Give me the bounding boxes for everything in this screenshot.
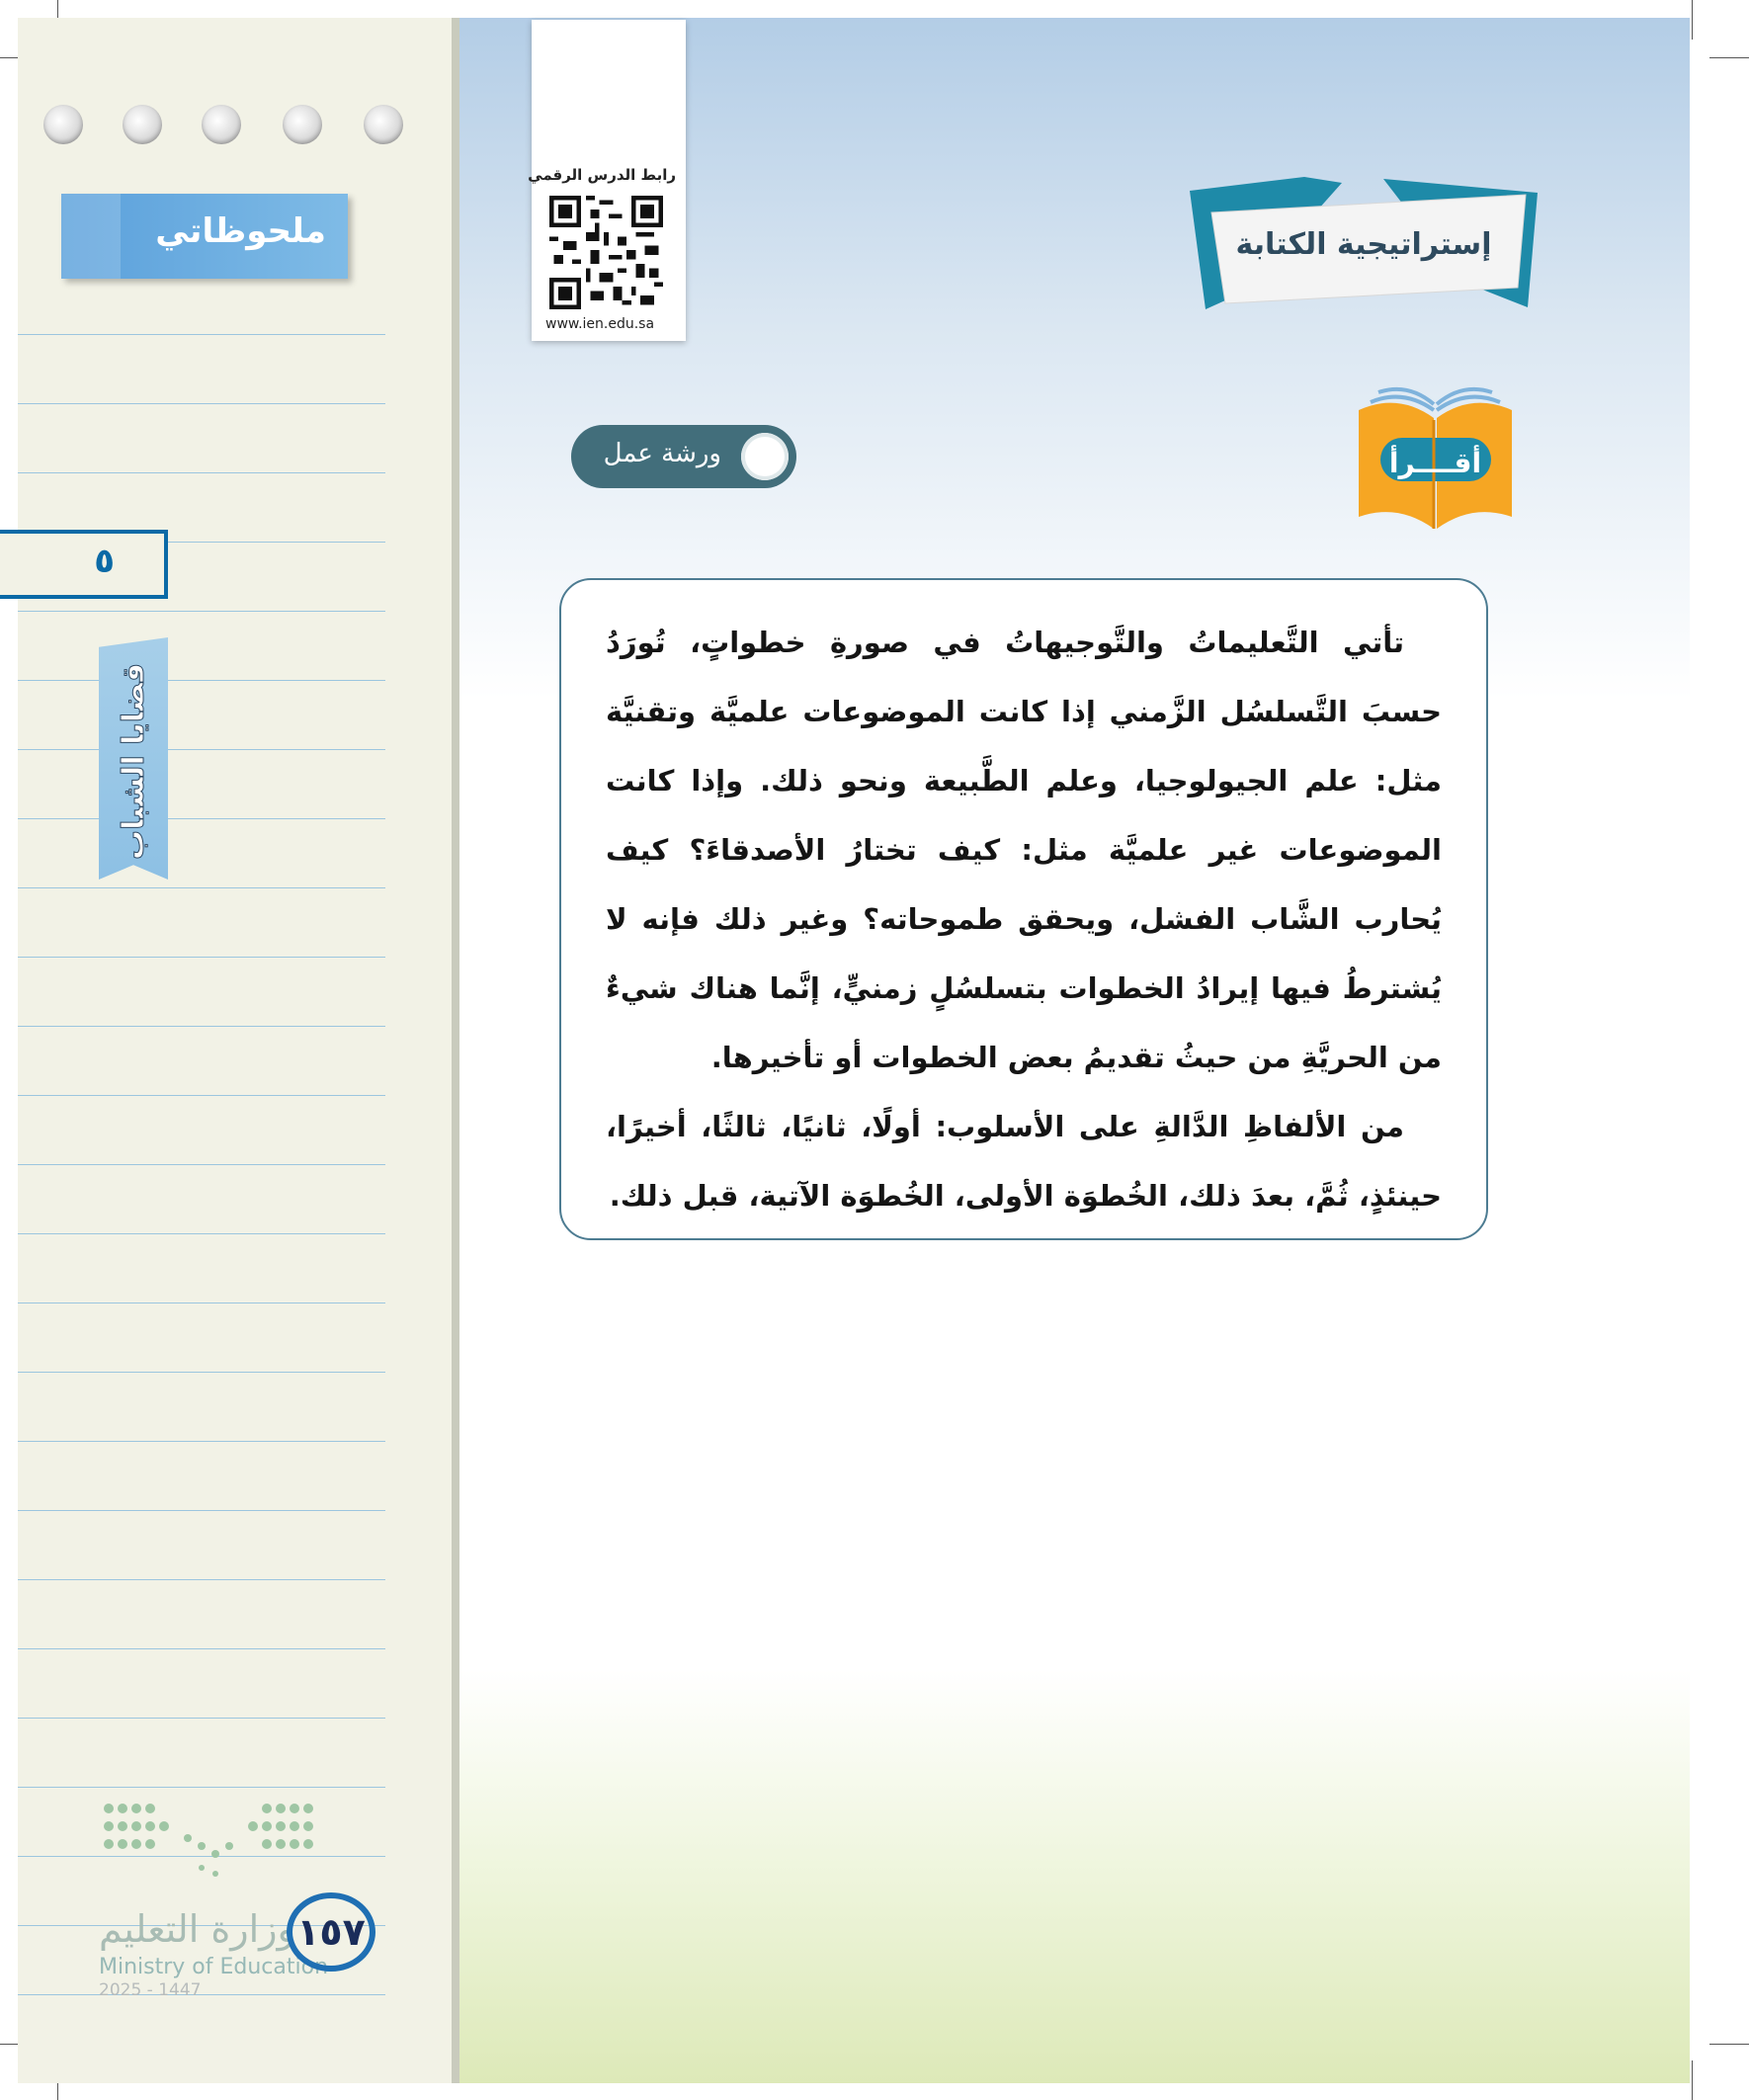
content-box [559, 578, 1488, 1240]
notes-tab-strip [61, 194, 121, 279]
workshop-knob-icon [741, 433, 789, 480]
notes-line [18, 1579, 385, 1580]
page-number-badge [287, 1892, 375, 1972]
notes-line [18, 1718, 385, 1719]
qr-card[interactable] [528, 20, 686, 341]
notes-line [18, 403, 385, 404]
binder-ring [43, 105, 83, 144]
notes-line [18, 887, 385, 888]
ministry-name-arabic: وزارة التعليم [99, 1907, 295, 1951]
notes-line [18, 818, 385, 819]
binder-ring [202, 105, 241, 144]
read-label: أقــــرأ [1388, 447, 1482, 479]
notes-line [18, 1787, 385, 1788]
notes-line [18, 1302, 385, 1303]
notes-line [18, 957, 385, 958]
notes-header-tab [61, 194, 348, 279]
crop-mark [1709, 57, 1749, 58]
notes-panel [18, 18, 459, 2083]
notes-line [18, 1994, 385, 1995]
ministry-logo-icon [99, 1799, 316, 1888]
binder-ring [123, 105, 162, 144]
workshop-badge [571, 425, 796, 488]
strategy-title: إستراتيجية الكتابة [1235, 227, 1492, 262]
notes-title: ملحوظاتي [155, 211, 326, 251]
notes-line [18, 1648, 385, 1649]
binder-ring [364, 105, 403, 144]
workshop-label: ورشة عمل [603, 439, 721, 468]
notes-line [18, 1441, 385, 1442]
notes-line [18, 680, 385, 681]
crop-mark [1692, 2060, 1693, 2100]
qr-code-icon[interactable] [549, 196, 663, 309]
qr-label: رابط الدرس الرقمي [528, 166, 676, 184]
notes-line [18, 334, 385, 335]
notes-line [18, 1026, 385, 1027]
page-number: ١٥٧ [296, 1910, 366, 1954]
notes-line [18, 1095, 385, 1096]
notes-line [18, 1233, 385, 1234]
content-paragraph-2: من الألفاظِ الدَّالةِ على الأسلوب: أولًا، ثانيًا، ثالثًا، أخيرًا، حينئذٍ، ثُمَّ، بعدَ ذلك، الخُطوَة الأولى، الخُطوَة الآتية، قبل ذلك. [606, 1110, 1442, 1213]
notes-line [18, 472, 385, 473]
edition-year: 2025 - 1447 [99, 1980, 202, 2000]
ministry-name-english: Ministry of Education [99, 1955, 329, 1979]
unit-title: قضايا الشباب [117, 662, 151, 860]
crop-mark [1692, 0, 1693, 40]
notes-line [18, 1510, 385, 1511]
unit-number-box [0, 530, 168, 599]
notes-line [18, 1164, 385, 1165]
crop-mark [1709, 2044, 1749, 2045]
qr-url[interactable]: www.ien.edu.sa [545, 316, 655, 332]
notes-line [18, 1372, 385, 1373]
notes-line [18, 611, 385, 612]
notes-line [18, 749, 385, 750]
unit-number: ٥ [94, 542, 115, 581]
content-paragraph-1: تأتي التَّعليماتُ والتَّوجيهاتُ في صورةِ خطواتٍ، تُورَدُ حسبَ التَّسلسُل الزَّمني إذا كانت الموضوعات علميَّة وتقنيَّة مثل: علم الجيولوجيا، وعلم الطَّبيعة ونحو ذلك. وإذا كانت الموضوعات غير علميَّة مثل: كيف تختارُ الأصدقاءَ؟ كيف يُحارب الشَّاب الفشل، ويحقق طموحاته؟ وغير ذلك فإنه لا يُشترطُ فيها إيرادُ الخطوات بتسلسُلٍ زمنيٍّ، إنَّما هناك شيءٌ من الحريَّةِ من حيثُ تقديمُ بعض الخطوات أو تأخيرها. [606, 626, 1442, 1074]
content-text [606, 608, 1442, 1230]
binder-ring [283, 105, 322, 144]
